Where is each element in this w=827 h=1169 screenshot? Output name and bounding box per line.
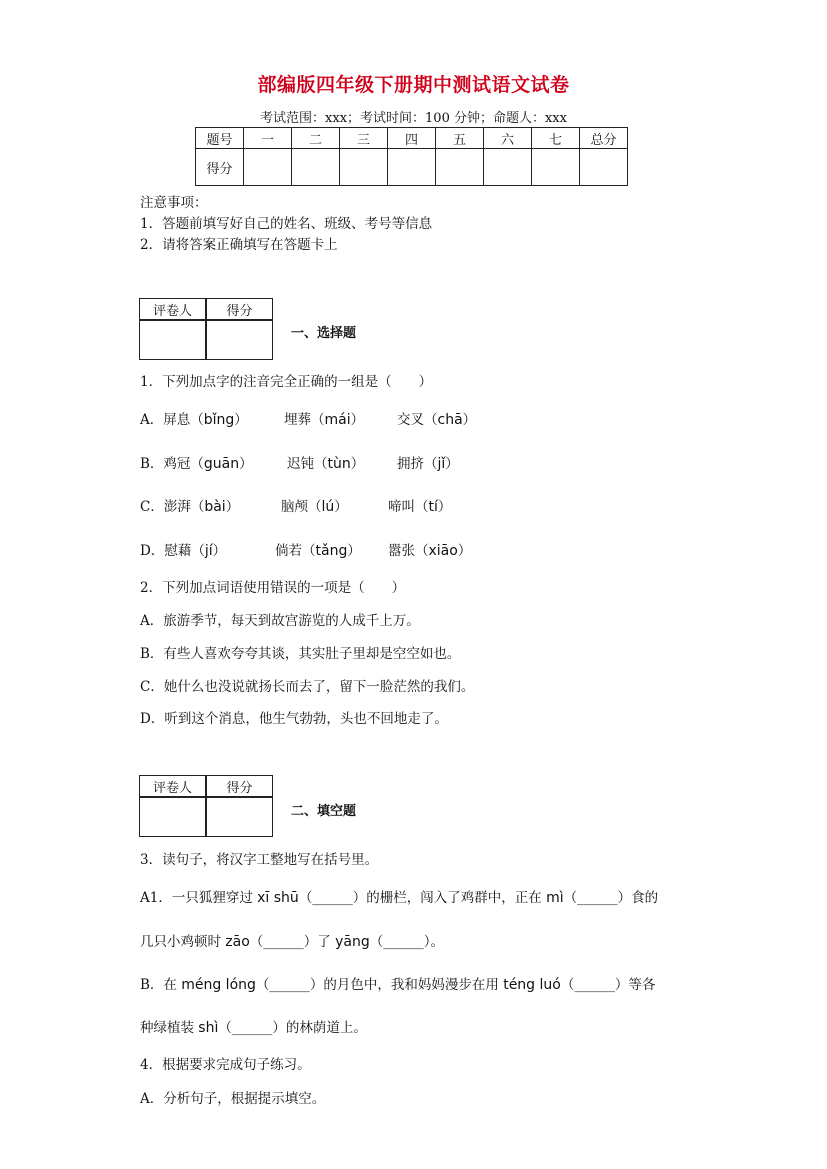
grader-box [139,298,273,360]
grader-reviewer-label: 评卷人 [140,776,207,798]
question-2-stem: 2．下列加点词语使用错误的一项是（ ） [140,580,406,596]
score-col: 三 [340,128,388,149]
score-cell[interactable] [532,149,580,186]
score-col: 二 [292,128,340,149]
score-cell[interactable] [388,149,436,186]
page-title: 部编版四年级下册期中测试语文试卷 [257,74,570,96]
score-table [195,127,628,186]
grader-reviewer-label: 评卷人 [140,299,207,321]
grader-reviewer-cell[interactable] [140,320,207,360]
grader-score-label: 得分 [206,776,273,798]
score-row-label: 得分 [196,149,244,186]
question-3-b-line1[interactable]: B．在 méng lóng（______）的月色中，我和妈妈漫步在用 téng luó（______）等各 [140,977,656,993]
question-3-b-line2[interactable]: 种绿植装 shì（______）的林荫道上。 [140,1020,367,1036]
grader-score-cell[interactable] [206,320,273,360]
question-1-stem: 1．下列加点字的注音完全正确的一组是（ ） [140,374,433,390]
score-cell[interactable] [484,149,532,186]
question-2-option-b[interactable]: B．有些人喜欢夸夸其谈，其实肚子里却是空空如也。 [140,646,461,662]
score-col: 六 [484,128,532,149]
notes-item: 1．答题前填写好自己的姓名、班级、考号等信息 [140,216,433,232]
score-cell[interactable] [340,149,388,186]
score-col: 五 [436,128,484,149]
question-3-a1-line2[interactable]: 几只小鸡顿时 zāo（______）了 yāng（______）。 [140,934,444,950]
notes-item: 2．请将答案正确填写在答题卡上 [140,237,338,253]
score-cell[interactable] [244,149,292,186]
grader-box [139,775,273,837]
section-heading-fill: 二、填空题 [291,804,357,819]
score-col: 四 [388,128,436,149]
score-table-header-label: 题号 [196,128,244,149]
score-cell[interactable] [580,149,628,186]
score-cell[interactable] [436,149,484,186]
grader-score-cell[interactable] [206,797,273,837]
score-col: 七 [532,128,580,149]
grader-score-label: 得分 [206,299,273,321]
section-heading-choice: 一、选择题 [291,326,357,341]
question-4-stem: 4．根据要求完成句子练习。 [140,1057,311,1073]
notes-heading: 注意事项： [140,195,208,211]
question-3-stem: 3．读句子，将汉字工整地写在括号里。 [140,852,379,868]
question-2-option-a[interactable]: A．旅游季节，每天到故宫游览的人成千上万。 [140,613,420,629]
question-2-option-c[interactable]: C．她什么也没说就扬长而去了，留下一脸茫然的我们。 [140,679,475,695]
question-2-option-d[interactable]: D．听到这个消息，他生气勃勃，头也不回地走了。 [140,711,448,727]
score-col: 一 [244,128,292,149]
question-3-a1-line1[interactable]: A1．一只狐狸穿过 xī shū（______）的栅栏，闯入了鸡群中，正在 mì（______）食的 [140,890,659,906]
score-cell[interactable] [292,149,340,186]
exam-info: 考试范围：xxx；考试时间：100 分钟；命题人：xxx [260,111,567,126]
question-4-part-a: A．分析句子，根据提示填空。 [140,1091,326,1107]
grader-reviewer-cell[interactable] [140,797,207,837]
score-col-total: 总分 [580,128,628,149]
